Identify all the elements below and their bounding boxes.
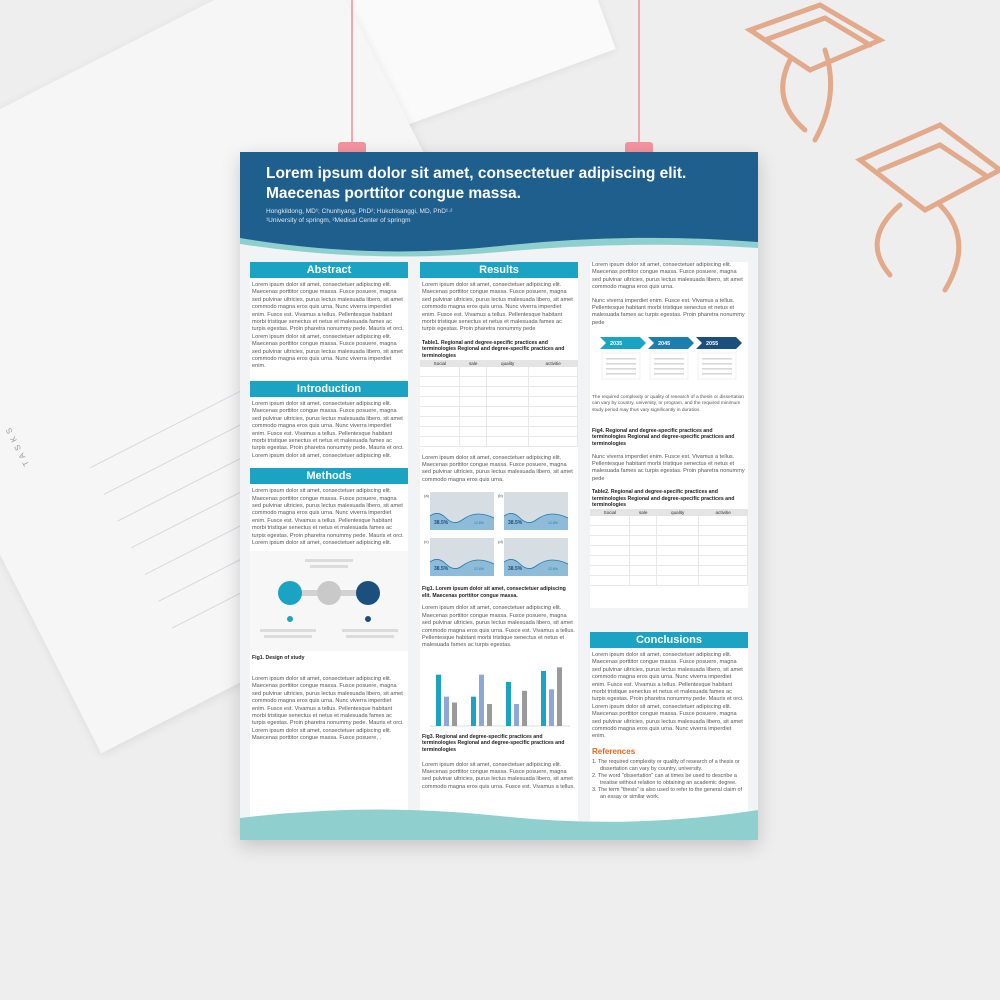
conclusions-heading: Conclusions	[590, 632, 748, 648]
methods-fig1-caption: Fig1. Design of study	[252, 655, 305, 662]
timeline-text-line	[654, 363, 684, 365]
right-text-2: Nunc viverra imperdiet enim. Fusce est. Vivamus a tellus. Pellentesque habitant morbi tristique senectus et netus et malesuada fames ac turpis egestas. Proin pharetra nonummy pede	[592, 297, 745, 326]
reference-item: 2. The word "dissertation" can at times be used to describe a treatise without relation to obtaining an academic degree.	[592, 772, 737, 786]
conclusions-text: Lorem ipsum dolor sit amet, consectetuer adipiscing elit. Maecenas porttitor congue massa. Fusce posuere, magna sed pulvinar ultricies, purus lectus malesuada libero, sit amet commodo magna eros quis urna. Nunc viverra imperdiet enim. Fusce est. Vivamus a tellus. Pellentesque habitant morbi tristique senectus et netus et malesuada fames ac turpis egestas. Proin pharetra nonummy pede. Mauris et orci. Lorem ipsum dolor sit amet, consectetuer adipiscing elit. Maecenas porttitor congue massa. Fusce posuere, magna sed pulvinar ultricies, purus lectus malesuada libero, sit amet commodo magna eros quis urna. Nunc viverra imperdiet enim.	[592, 652, 744, 740]
table-header: Social	[420, 360, 460, 367]
bar	[444, 697, 449, 726]
poster-title: Lorem ipsum dolor sit amet, consectetuer adipiscing elit. Maecenas porttitor congue massa.	[266, 165, 687, 202]
table2-caption: Table2. Regional and degree-specific practices and terminologies Regional and degree-specific practices and terminologies	[592, 489, 735, 509]
timeline-chevron	[600, 337, 646, 349]
table-header: quality	[657, 509, 699, 516]
right-text-1: Lorem ipsum dolor sit amet, consectetuer adipiscing elit. Maecenas porttitor congue massa. Fusce posuere, magna sed pulvinar ultricies, purus lectus malesuada libero, sit amet commodo magna eros quis urna.	[592, 262, 743, 291]
timeline-box	[650, 353, 688, 379]
mini-chart-value: 12.6%	[474, 521, 484, 526]
introduction-text: Lorem ipsum dolor sit amet, consectetuer adipiscing elit. Maecenas porttitor congue massa. Fusce posuere, magna sed pulvinar ultricies, purus lectus malesuada libero, sit amet commodo magna eros quis urna. Nunc viverra imperdiet enim. Fusce est. Vivamus a tellus. Pellentesque habitant morbi tristique senectus et netus et malesuada fames ac turpis egestas. Proin pharetra nonummy pede. Mauris et orci. Lorem ipsum dolor sit amet, consectetuer adipiscing elit.	[252, 400, 404, 459]
mini-chart-panel-label: (b)	[498, 493, 503, 499]
timeline-year: 2055	[706, 341, 719, 348]
timeline-text-line	[702, 373, 732, 375]
timeline-box	[602, 353, 640, 379]
mini-chart	[498, 490, 570, 532]
bar	[479, 675, 484, 726]
bar	[436, 675, 441, 726]
timeline-year: 2045	[658, 341, 671, 348]
results-table-2	[590, 509, 748, 586]
mini-chart-value: 12.6%	[474, 567, 484, 572]
poster-authors: Hongkildong, MD¹; Chunhyang, PhD²; Hukchisanggi, MD, PhD¹·²	[266, 208, 453, 215]
table-row	[420, 367, 578, 377]
timeline-text-line	[606, 358, 636, 360]
mini-chart	[424, 536, 496, 578]
results-text-3: Lorem ipsum dolor sit amet, consectetuer adipiscing elit. Maecenas porttitor congue massa. Fusce posuere, magna sed pulvinar ultricies, purus lectus malesuada libero, sit amet commodo magna eros quis urna. Fusce est. Vivamus a tellus. Pellentesque habitant morbi tristique senectus et netus et malesuada fames ac turpis egestas.	[422, 605, 575, 649]
table-row	[420, 406, 578, 416]
timeline-chevron	[696, 337, 742, 349]
mini-chart-value: 12.6%	[548, 521, 558, 526]
bar	[549, 689, 554, 726]
mini-chart-panel-label: (a)	[424, 493, 429, 499]
table-row	[590, 556, 748, 566]
table-row	[420, 386, 578, 396]
timeline-text-line	[606, 368, 636, 370]
column-middle	[420, 262, 578, 832]
poster-affiliations: ¹University of springm, ²Medical Center of springm	[266, 217, 411, 224]
results-text-4: Lorem ipsum dolor sit amet, consectetuer adipiscing elit. Maecenas porttitor congue massa. Fusce posuere, magna sed pulvinar ultricies, purus lectus malesuada libero, sit amet commodo magna eros quis urna. Fusce est. Vivamus a tellus.	[422, 761, 575, 790]
bar	[557, 667, 562, 726]
timeline-text-line	[606, 363, 636, 365]
table-row	[590, 536, 748, 546]
column-right-top	[590, 262, 748, 608]
table-row	[420, 396, 578, 406]
bar	[506, 682, 511, 726]
introduction-heading: Introduction	[250, 381, 408, 397]
mini-chart	[424, 490, 496, 532]
table-row	[590, 576, 748, 586]
mini-chart-grid	[420, 490, 578, 582]
timeline-diagram	[590, 333, 748, 395]
abstract-text: Lorem ipsum dolor sit amet, consectetuer adipiscing elit. Maecenas porttitor congue massa. Fusce posuere, magna sed pulvinar ultricies, purus lectus malesuada libero, sit amet commodo magna eros quis urna. Nunc viverra imperdiet enim. Fusce est. Vivamus a tellus. Pellentesque habitant morbi tristique senectus et netus et malesuada fames ac turpis egestas. Proin pharetra nonummy pede. Mauris et orci. Lorem ipsum dolor sit amet, consectetuer adipiscing elit. Maecenas porttitor congue massa. Fusce posuere, magna sed pulvinar ultricies, purus lectus malesuada libero, sit amet commodo magna eros quis urna. Nunc viverra imperdiet enim.	[252, 282, 404, 370]
table-header: quality	[487, 360, 529, 367]
timeline-text-line	[702, 368, 732, 370]
table-row	[420, 426, 578, 436]
table1-caption: Table1. Regional and degree-specific practices and terminologies Regional and degree-specific practices and terminologies	[422, 339, 565, 360]
table-header: sale	[630, 509, 657, 516]
timeline-text-line	[606, 373, 636, 375]
mini-chart-value: 38.5%	[434, 520, 449, 527]
timeline-chevron	[648, 337, 694, 349]
bar	[487, 704, 492, 726]
results-text-1: Lorem ipsum dolor sit amet, consectetuer adipiscing elit. Maecenas porttitor congue massa. Fusce posuere, magna sed pulvinar ultricies, purus lectus malesuada libero, sit amet commodo magna eros quis urna. Nunc viverra imperdiet enim. Fusce est. Vivamus a tellus. Pellentesque habitant morbi tristique senectus et netus et malesuada fames ac turpis egestas. Proin pharetra nonummy pede	[422, 282, 573, 333]
study-design-diagram	[250, 551, 408, 651]
timeline-text-line	[702, 358, 732, 360]
mini-chart-panel-label: (d)	[498, 539, 503, 545]
timeline-text-line	[702, 363, 732, 365]
reference-item: 3. The term "thesis" is also used to refer to the general claim of an essay or similar work.	[592, 786, 742, 800]
table-row	[420, 376, 578, 386]
results-text-2: Lorem ipsum dolor sit amet, consectetuer adipiscing elit. Maecenas porttitor congue massa. Fusce posuere, magna sed pulvinar ultricies, purus lectus malesuada libero, sit amet commodo magna eros quis urna.	[422, 454, 573, 483]
table-header: Social	[590, 509, 630, 516]
right-text-3: Nunc viverra imperdiet enim. Fusce est. Vivamus a tellus. Pellentesque habitant morbi tristique senectus et netus et malesuada fames ac turpis egestas. Proin pharetra nonummy pede	[592, 453, 745, 482]
mini-chart-panel-label: (c)	[424, 539, 429, 545]
results-table-1	[420, 360, 578, 447]
reference-item: 1. The required complexity or quality of research of a thesis or dissertation can vary by country, university.	[592, 758, 740, 772]
table-row	[590, 546, 748, 556]
poster	[240, 152, 758, 840]
abstract-heading: Abstract	[250, 262, 408, 278]
fig4-caption: Fig4. Regional and degree-specific practices and terminologies Regional and degree-specific practices and terminologies	[592, 427, 735, 448]
timeline-text-line	[654, 373, 684, 375]
hanging-string	[638, 0, 640, 148]
hanging-string	[351, 0, 353, 148]
diagram-node	[278, 581, 302, 605]
bar-chart	[420, 656, 578, 732]
mini-chart-value: 12.6%	[548, 567, 558, 572]
table-row	[590, 526, 748, 536]
mini-chart-value: 38.5%	[508, 566, 523, 573]
header-wave	[240, 230, 758, 264]
mini-chart-value: 38.5%	[508, 520, 523, 527]
table-header: sale	[460, 360, 487, 367]
bar	[514, 704, 519, 726]
timeline-text-line	[654, 368, 684, 370]
references-heading: References	[592, 746, 636, 756]
footer-wave	[240, 800, 758, 840]
table-row	[590, 566, 748, 576]
tasks-label: TASKS	[2, 422, 32, 468]
table-row	[420, 436, 578, 446]
table-row	[590, 516, 748, 526]
methods-heading: Methods	[250, 468, 408, 484]
column-left	[250, 262, 408, 832]
table-header: activitie	[529, 360, 578, 367]
methods-text: Lorem ipsum dolor sit amet, consectetuer adipiscing elit. Maecenas porttitor congue massa. Fusce posuere, magna sed pulvinar ultricies, purus lectus malesuada libero, sit amet commodo magna eros quis urna. Nunc viverra imperdiet enim. Fusce est. Vivamus a tellus. Pellentesque habitant morbi tristique senectus et netus et malesuada fames ac turpis egestas. Proin pharetra nonummy pede. Mauris et orci. Lorem ipsum dolor sit amet, consectetuer adipiscing elit.	[252, 488, 404, 546]
results-fig1-caption: Fig1. Lorem ipsum dolor sit amet, consectetuer adipiscing elit. Maecenas porttitor congue massa.	[422, 586, 566, 599]
binder-clip-icon	[840, 110, 1000, 300]
results-heading: Results	[420, 262, 578, 278]
mini-chart-value: 38.5%	[434, 566, 449, 573]
bar	[452, 702, 457, 725]
table-header: activitie	[699, 509, 748, 516]
bar	[541, 671, 546, 726]
timeline-year: 2035	[610, 341, 623, 348]
timeline-text-line	[654, 358, 684, 360]
bar	[522, 691, 527, 726]
fig3-caption: Fig3. Regional and degree-specific practices and terminologies Regional and degree-specific practices and terminologies	[422, 733, 565, 754]
diagram-node	[356, 581, 380, 605]
timeline-note: The required complexity or quality of research of a thesis or dissertation can vary by country, university, or program, and the required minimum study period may thus vary significantly in duration.	[592, 395, 744, 413]
bar	[471, 697, 476, 726]
table-row	[420, 416, 578, 426]
diagram-node	[317, 581, 341, 605]
methods-text-2: Lorem ipsum dolor sit amet, consectetuer adipiscing elit. Maecenas porttitor congue massa. Fusce posuere, magna sed pulvinar ultricies, purus lectus malesuada libero, sit amet commodo magna eros quis urna. Nunc viverra imperdiet enim. Fusce est. Vivamus a tellus. Pellentesque habitant morbi tristique senectus et netus et malesuada fames ac turpis egestas. Proin pharetra nonummy pede. Mauris et orci. Lorem ipsum dolor sit amet, consectetuer adipiscing elit. Maecenas porttitor congue massa. Fusce posuere, .	[252, 675, 404, 742]
timeline-box	[698, 353, 736, 379]
mini-chart	[498, 536, 570, 578]
